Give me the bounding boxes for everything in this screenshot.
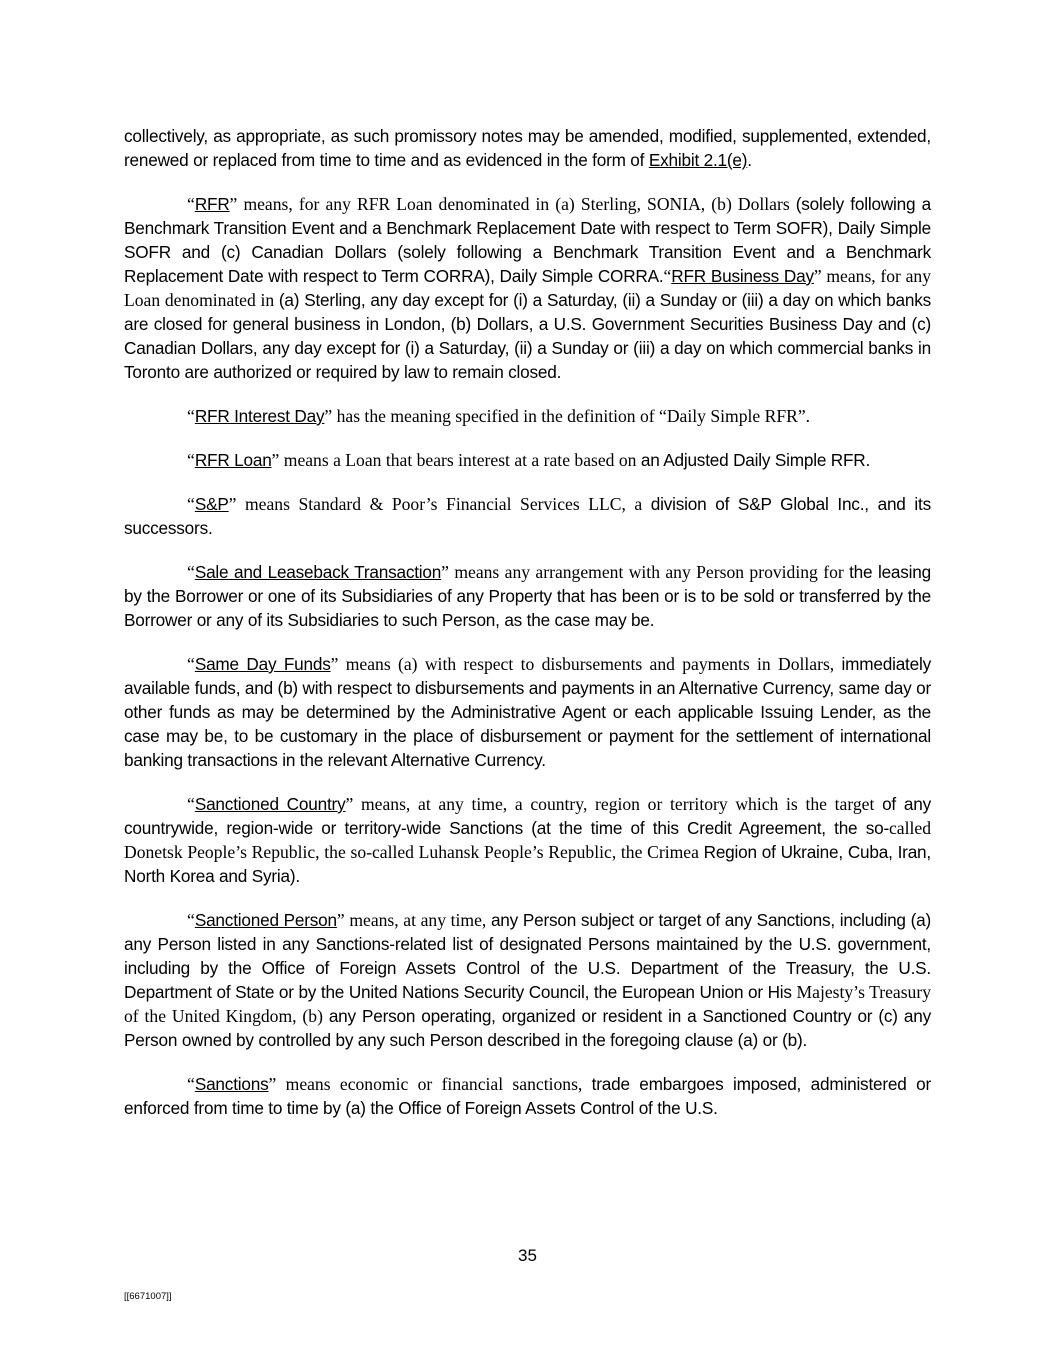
definition-sp: “S&P” means Standard & Poor’s Financial Services LLC, a division of S&P Global Inc., and its successors.	[124, 494, 931, 538]
defined-term-rfr-business-day: RFR Business Day	[671, 266, 814, 286]
defined-term-same-day-funds: Same Day Funds	[194, 654, 331, 674]
exhibit-reference: Exhibit 2.1(e)	[648, 150, 748, 170]
definition-sanctions: “Sanctions” means economic or financial sanctions, trade embargoes imposed, administered or enforced from time to time by (a) the Office of Foreign Assets Control of the U.S.	[124, 1074, 932, 1118]
defined-term-rfr-interest-day: RFR Interest Day	[194, 406, 325, 426]
definition-sale-leaseback: “Sale and Leaseback Transaction” means any arrangement with any Person providing for the leasing by the Borrower or one of its Subsidiaries of any Property that has been or is to be sold or transferred by the Borrower or any of its Subsidiaries to such Person, as the case may be.	[124, 562, 932, 630]
definition-same-day-funds: “Same Day Funds” means (a) with respect to disbursements and payments in Dollars, immediately available funds, and (b) with respect to disbursements and payments in an Alternative Currency, same day or other funds as may be determined by the Administrative Agent or each applicable Issuing Lender, as the case may be, to be customary in the place of disbursement or payment for the settlement of international banking transactions in the relevant Alternative Currency.	[124, 654, 931, 770]
definition-rfr-loan: “RFR Loan” means a Loan that bears interest at a rate based on an Adjusted Daily Simple RFR.	[187, 450, 871, 470]
defined-term-sanctions: Sanctions	[194, 1074, 269, 1094]
document-page	[124, 124, 931, 1140]
defined-term-rfr-loan: RFR Loan	[194, 450, 272, 470]
defined-term-sale-leaseback: Sale and Leaseback Transaction	[194, 562, 442, 582]
paragraph-continuation: collectively, as appropriate, as such promissory notes may be amended, modified, supplemented, extended, renewed or replaced from time to time and as evidenced in the form of Exhibit 2.1(e).	[124, 126, 931, 170]
definition-rfr-interest-day: “RFR Interest Day” has the meaning specified in the definition of “Daily Simple RFR”.	[187, 406, 811, 426]
defined-term-sp: S&P	[194, 494, 229, 514]
defined-term-rfr: RFR	[194, 194, 230, 214]
defined-term-sanctioned-person: Sanctioned Person	[194, 910, 337, 930]
page-number: 35	[518, 1246, 537, 1265]
definition-sanctioned-country: “Sanctioned Country” means, at any time, a country, region or territory which is the target of any countrywide, region-wide or territory-wide Sanctions (at the time of this Credit Agreement, the so-called Donetsk People’s Republic, the so-called Luhansk People’s Republic, the Crimea Region of Ukraine, Cuba, Iran, North Korea and Syria).	[124, 794, 931, 886]
document-id: [[6671007]]	[124, 1291, 172, 1302]
definition-rfr: “RFR” means, for any RFR Loan denominated in (a) Sterling, SONIA, (b) Dollars (solely following a Benchmark Transition Event and a Benchmark Replacement Date with respect to Term SOFR), Daily Simple SOFR and (c) Canadian Dollars (solely following a Benchmark Transition Event and a Benchmark Replacement Date with respect to Term CORRA), Daily Simple CORRA.“RFR Business Day” means, for any Loan denominated in (a) Sterling, any day except for (i) a Saturday, (ii) a Sunday or (iii) a day on which banks are closed for general business in London, (b) Dollars, a U.S. Government Securities Business Day and (c) Canadian Dollars, any day except for (i) a Saturday, (ii) a Sunday or (iii) a day on which commercial banks in Toronto are authorized or required by law to remain closed.	[124, 194, 932, 382]
definition-sanctioned-person: “Sanctioned Person” means, at any time, any Person subject or target of any Sanctions, including (a) any Person listed in any Sanctions-related list of designated Persons maintained by the U.S. government, including by the Office of Foreign Assets Control of the U.S. Department of the Treasury, the U.S. Department of State or by the United Nations Security Council, the European Union or His Majesty’s Treasury of the United Kingdom, (b) any Person operating, organized or resident in a Sanctioned Country or (c) any Person owned by controlled by any such Person described in the foregoing clause (a) or (b).	[124, 910, 932, 1050]
defined-term-sanctioned-country: Sanctioned Country	[194, 794, 346, 814]
